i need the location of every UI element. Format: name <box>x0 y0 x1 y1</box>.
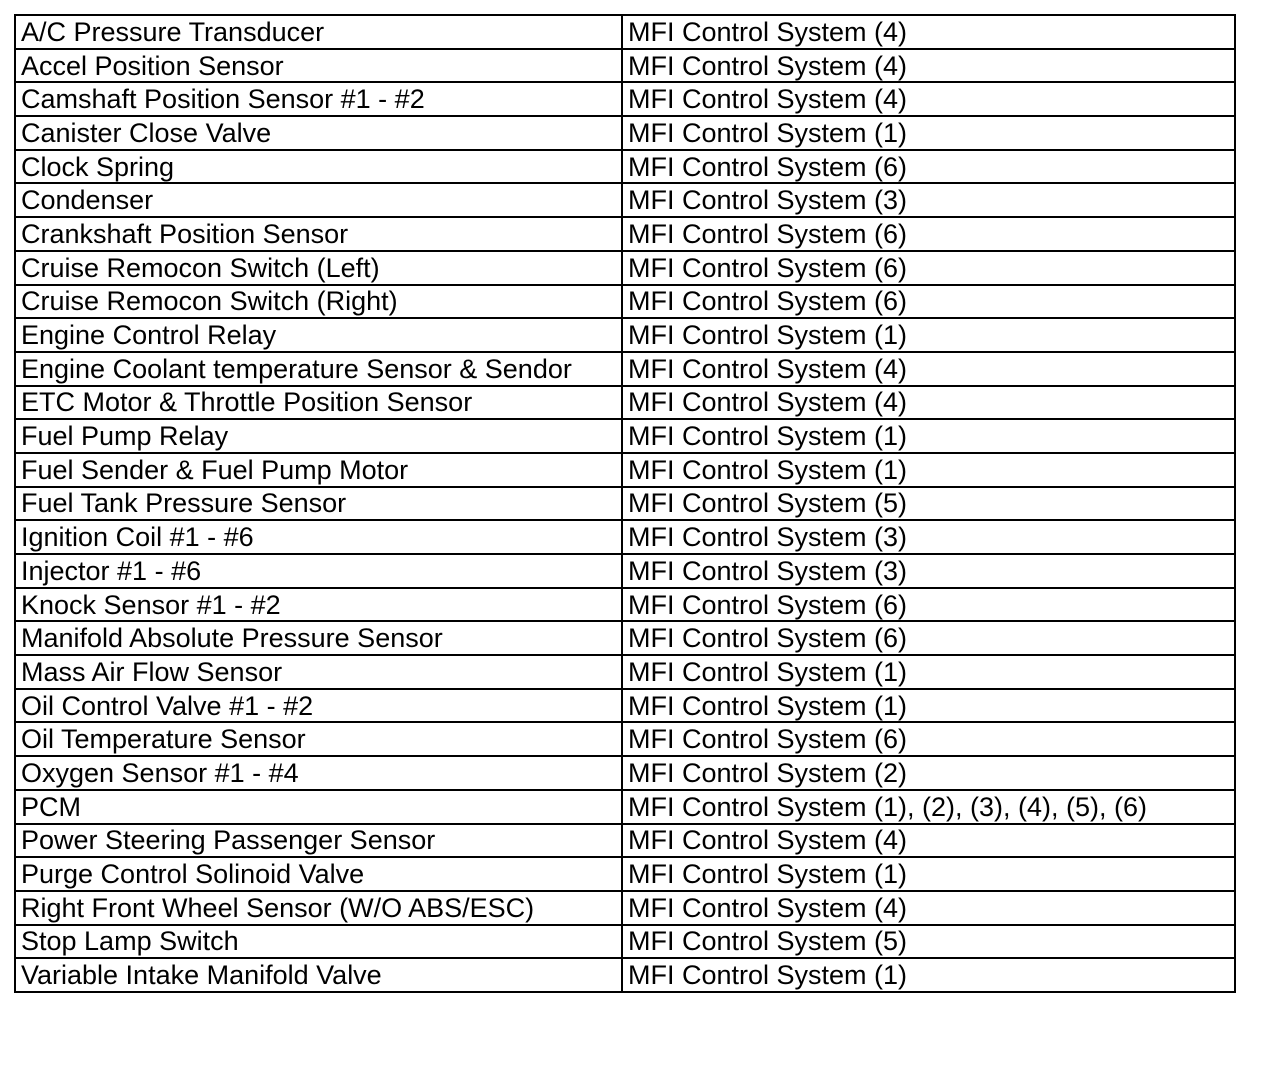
component-name-cell: Oil Temperature Sensor <box>15 722 622 756</box>
table-row <box>15 756 1235 790</box>
table-row <box>15 285 1235 319</box>
table-row <box>15 824 1235 858</box>
table-row <box>15 82 1235 116</box>
component-name-cell: Cruise Remocon Switch (Right) <box>15 285 622 319</box>
table-row <box>15 150 1235 184</box>
table-row <box>15 722 1235 756</box>
component-name-cell: Power Steering Passenger Sensor <box>15 824 622 858</box>
table-row <box>15 49 1235 83</box>
component-name-cell: A/C Pressure Transducer <box>15 15 622 49</box>
table-row <box>15 183 1235 217</box>
table-body <box>15 15 1235 992</box>
table-row <box>15 318 1235 352</box>
table-row <box>15 554 1235 588</box>
component-name-cell: Camshaft Position Sensor #1 - #2 <box>15 82 622 116</box>
location-cell: MFI Control System (5) <box>622 925 1235 959</box>
location-cell: MFI Control System (5) <box>622 487 1235 521</box>
table-row <box>15 857 1235 891</box>
component-name-cell: PCM <box>15 790 622 824</box>
component-name-cell: Accel Position Sensor <box>15 49 622 83</box>
location-cell: MFI Control System (6) <box>622 588 1235 622</box>
table-row <box>15 116 1235 150</box>
location-cell: MFI Control System (6) <box>622 251 1235 285</box>
table-row <box>15 689 1235 723</box>
table-row <box>15 655 1235 689</box>
component-name-cell: Variable Intake Manifold Valve <box>15 958 622 992</box>
location-cell: MFI Control System (4) <box>622 352 1235 386</box>
location-cell: MFI Control System (1), (2), (3), (4), (5), (6) <box>622 790 1235 824</box>
component-name-cell: Ignition Coil #1 - #6 <box>15 520 622 554</box>
component-name-cell: Injector #1 - #6 <box>15 554 622 588</box>
component-name-cell: Cruise Remocon Switch (Left) <box>15 251 622 285</box>
location-cell: MFI Control System (1) <box>622 689 1235 723</box>
component-name-cell: Oil Control Valve #1 - #2 <box>15 689 622 723</box>
location-cell: MFI Control System (4) <box>622 891 1235 925</box>
component-name-cell: Engine Coolant temperature Sensor & Sendor <box>15 352 622 386</box>
component-name-cell: Knock Sensor #1 - #2 <box>15 588 622 622</box>
location-cell: MFI Control System (1) <box>622 116 1235 150</box>
table-row <box>15 958 1235 992</box>
table-row <box>15 453 1235 487</box>
location-cell: MFI Control System (4) <box>622 386 1235 420</box>
table-row <box>15 487 1235 521</box>
component-name-cell: Fuel Pump Relay <box>15 419 622 453</box>
location-cell: MFI Control System (4) <box>622 824 1235 858</box>
location-cell: MFI Control System (6) <box>622 150 1235 184</box>
table-row <box>15 588 1235 622</box>
component-name-cell: Clock Spring <box>15 150 622 184</box>
location-cell: MFI Control System (6) <box>622 621 1235 655</box>
location-cell: MFI Control System (4) <box>622 49 1235 83</box>
component-name-cell: Manifold Absolute Pressure Sensor <box>15 621 622 655</box>
table-row <box>15 621 1235 655</box>
component-name-cell: Right Front Wheel Sensor (W/O ABS/ESC) <box>15 891 622 925</box>
component-name-cell: Stop Lamp Switch <box>15 925 622 959</box>
location-cell: MFI Control System (1) <box>622 958 1235 992</box>
table-row <box>15 217 1235 251</box>
table-row <box>15 15 1235 49</box>
component-name-cell: Condenser <box>15 183 622 217</box>
component-name-cell: ETC Motor & Throttle Position Sensor <box>15 386 622 420</box>
location-cell: MFI Control System (6) <box>622 217 1235 251</box>
location-cell: MFI Control System (1) <box>622 419 1235 453</box>
table-row <box>15 419 1235 453</box>
location-cell: MFI Control System (1) <box>622 655 1235 689</box>
location-cell: MFI Control System (3) <box>622 520 1235 554</box>
location-cell: MFI Control System (1) <box>622 453 1235 487</box>
component-name-cell: Fuel Sender & Fuel Pump Motor <box>15 453 622 487</box>
table-row <box>15 251 1235 285</box>
location-cell: MFI Control System (4) <box>622 15 1235 49</box>
table-row <box>15 925 1235 959</box>
table-row <box>15 520 1235 554</box>
location-cell: MFI Control System (6) <box>622 722 1235 756</box>
component-name-cell: Purge Control Solinoid Valve <box>15 857 622 891</box>
location-cell: MFI Control System (1) <box>622 318 1235 352</box>
component-name-cell: Engine Control Relay <box>15 318 622 352</box>
component-name-cell: Mass Air Flow Sensor <box>15 655 622 689</box>
location-cell: MFI Control System (6) <box>622 285 1235 319</box>
component-name-cell: Canister Close Valve <box>15 116 622 150</box>
table-row <box>15 891 1235 925</box>
table-row <box>15 790 1235 824</box>
location-cell: MFI Control System (2) <box>622 756 1235 790</box>
location-cell: MFI Control System (4) <box>622 82 1235 116</box>
component-name-cell: Fuel Tank Pressure Sensor <box>15 487 622 521</box>
location-cell: MFI Control System (1) <box>622 857 1235 891</box>
table-row <box>15 386 1235 420</box>
component-location-table <box>14 14 1236 993</box>
location-cell: MFI Control System (3) <box>622 183 1235 217</box>
component-name-cell: Crankshaft Position Sensor <box>15 217 622 251</box>
table-row <box>15 352 1235 386</box>
component-name-cell: Oxygen Sensor #1 - #4 <box>15 756 622 790</box>
location-cell: MFI Control System (3) <box>622 554 1235 588</box>
